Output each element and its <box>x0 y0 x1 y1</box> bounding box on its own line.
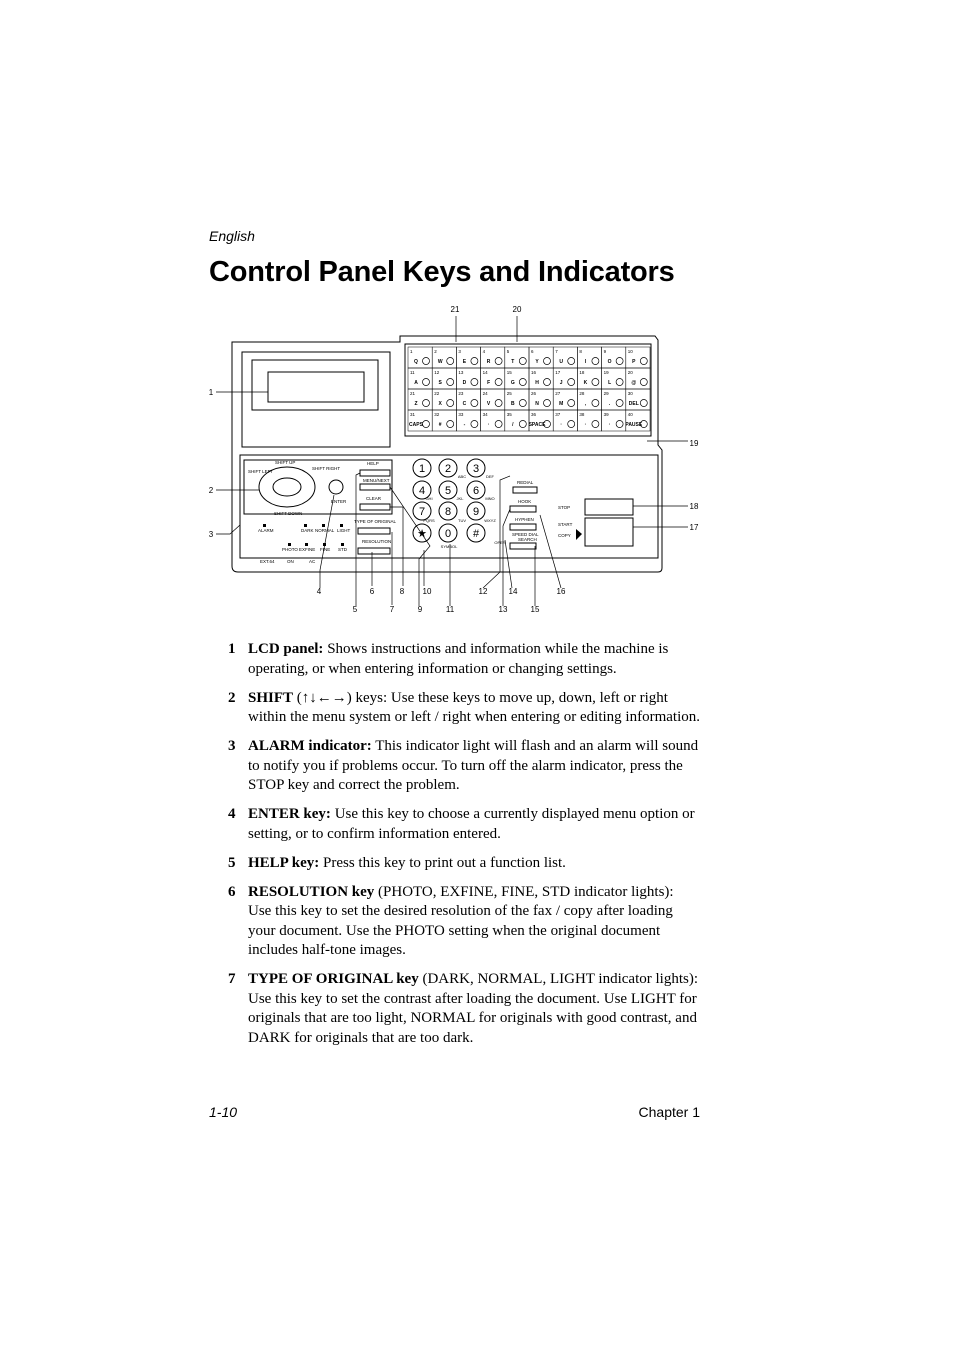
one-touch-button <box>640 400 647 407</box>
item-number: 2 <box>228 689 236 706</box>
callout-number: 7 <box>389 605 395 614</box>
keypad-letters: JKL <box>456 496 464 501</box>
item-number: 7 <box>228 971 236 987</box>
keypad-key: 0 <box>444 528 452 540</box>
one-touch-number: 29 <box>603 391 609 396</box>
item-text: Shows instructions and information while the machine is operating, or when entering information or changing settings. <box>248 641 669 677</box>
one-touch-label: - <box>463 422 466 428</box>
help-label: HELP <box>367 461 379 466</box>
one-touch-button <box>447 400 454 407</box>
alarm-label: ALARM <box>258 528 274 533</box>
one-touch-number: 5 <box>506 349 510 354</box>
one-touch-label: Y <box>535 359 539 365</box>
one-touch-label: D <box>462 380 467 386</box>
copy-label: COPY <box>558 533 571 538</box>
normal-label: NORMAL <box>315 528 335 533</box>
page-number: 1-10 <box>209 1104 238 1120</box>
one-touch-button <box>592 421 599 428</box>
one-touch-button <box>519 358 526 365</box>
one-touch-button <box>471 379 478 386</box>
one-touch-button <box>495 358 502 365</box>
one-touch-label: DEL <box>628 401 639 407</box>
one-touch-label: A <box>414 380 418 386</box>
one-touch-label: Z <box>414 401 418 407</box>
one-touch-label: · <box>487 422 490 428</box>
list-item <box>228 970 700 1048</box>
one-touch-label: , <box>584 401 587 407</box>
item-text: Use this key to choose a currently displayed menu option or setting, or to confirm information entered. <box>248 806 695 842</box>
one-touch-number: 9 <box>603 349 607 354</box>
jack-label: EXT.64 <box>260 559 275 564</box>
one-touch-button <box>519 379 526 386</box>
item-number: 4 <box>228 806 236 822</box>
callout-number: 16 <box>556 587 566 596</box>
one-touch-number: 33 <box>458 412 464 417</box>
type-of-original-label: TYPE OF ORIGINAL <box>354 519 397 524</box>
fine-label: FINE <box>320 547 331 552</box>
hook-label: HOOK <box>518 499 532 504</box>
callout-number: 6 <box>369 587 375 596</box>
one-touch-number: 32 <box>434 412 440 417</box>
keypad-letters: OPER <box>494 540 506 545</box>
one-touch-label: · <box>560 422 563 428</box>
keypad-key: ★ <box>417 528 427 540</box>
item-term: SHIFT <box>248 689 294 706</box>
one-touch-label: U <box>559 359 564 365</box>
one-touch-number: 23 <box>458 391 464 396</box>
one-touch-label: C <box>462 401 467 407</box>
one-touch-button <box>592 358 599 365</box>
one-touch-label: SPACE <box>528 422 546 428</box>
one-touch-number: 27 <box>555 391 561 396</box>
keypad-letters: GHI <box>425 496 433 501</box>
one-touch-label: H <box>535 380 539 386</box>
one-touch-label: X <box>438 401 442 407</box>
one-touch-button <box>447 358 454 365</box>
callout-number: 3 <box>208 530 214 539</box>
item-number: 3 <box>228 738 236 754</box>
callout-number: 11 <box>445 605 455 614</box>
one-touch-number: 16 <box>531 370 537 375</box>
menu-next-label: MENU/NEXT <box>363 478 390 483</box>
list-item <box>228 640 700 679</box>
keypad-letters: ABC <box>457 474 467 479</box>
callout-number: 17 <box>689 523 699 532</box>
one-touch-number: 10 <box>627 349 633 354</box>
callout-number: 13 <box>498 605 508 614</box>
one-touch-number: 24 <box>482 391 488 396</box>
keypad-key: 1 <box>418 463 426 475</box>
item-text: (DARK, NORMAL, LIGHT indicator lights): Use this key to set the contrast after loading the document. Use LIGHT for originals that are too light, NORMAL for originals with good contrast, and DARK for originals that are too dark. <box>248 971 698 1046</box>
one-touch-grid <box>408 347 650 431</box>
one-touch-label: M <box>559 401 564 407</box>
jack-label: ON <box>287 559 294 564</box>
one-touch-number: 8 <box>579 349 582 354</box>
one-touch-button <box>568 421 575 428</box>
enter-label: ENTER <box>331 499 347 504</box>
one-touch-button <box>495 400 502 407</box>
one-touch-label: Q <box>414 359 418 365</box>
one-touch-label: CAPS <box>409 422 423 428</box>
one-touch-number: 15 <box>506 370 512 375</box>
one-touch-button <box>568 379 575 386</box>
keypad-key: 5 <box>444 485 452 497</box>
one-touch-button <box>568 358 575 365</box>
one-touch-button <box>616 400 623 407</box>
item-text: This indicator light will flash and an alarm will sound to notify you if problems occur. To turn off the alarm indicator, press the STOP key and correct the problem. <box>248 738 699 793</box>
one-touch-label: @ <box>631 380 637 386</box>
one-touch-number: 20 <box>627 370 633 375</box>
one-touch-button <box>616 421 623 428</box>
one-touch-label: N <box>535 401 539 407</box>
one-touch-button <box>544 358 551 365</box>
one-touch-button <box>568 400 575 407</box>
item-text: (PHOTO, EXFINE, FINE, STD indicator lights): Use this key to set the desired resolution of the fax / copy after loading your document. Use the PHOTO setting when the original document includes half-tone images. <box>248 883 674 958</box>
redial-label: REDIAL <box>517 480 534 485</box>
resolution-label: RESOLUTION <box>362 539 392 544</box>
one-touch-number: 12 <box>434 370 440 375</box>
one-touch-label: I <box>584 359 587 365</box>
callout-number: 10 <box>422 587 432 596</box>
one-touch-number: 14 <box>482 370 488 375</box>
one-touch-label: G <box>510 380 515 386</box>
list-item <box>228 854 700 874</box>
one-touch-label: · <box>584 422 587 428</box>
one-touch-number: 22 <box>434 391 440 396</box>
one-touch-number: 26 <box>531 391 537 396</box>
callout-number: 20 <box>512 305 522 314</box>
list-item <box>228 689 700 728</box>
one-touch-number: 31 <box>410 412 416 417</box>
one-touch-label: B <box>510 401 515 407</box>
shift-right-label: SHIFT RIGHT <box>312 466 341 471</box>
callout-number: 8 <box>399 587 405 596</box>
keypad-key: # <box>472 528 480 540</box>
one-touch-number: 37 <box>555 412 561 417</box>
keypad-key: 6 <box>472 485 480 497</box>
key-description-list <box>228 640 700 1058</box>
one-touch-number: 13 <box>458 370 464 375</box>
one-touch-number: 40 <box>627 412 633 417</box>
item-number: 5 <box>228 854 236 871</box>
one-touch-number: 1 <box>410 349 413 354</box>
shift-down-label: SHIFT DOWN <box>274 511 303 516</box>
one-touch-label: K <box>583 380 588 386</box>
one-touch-button <box>423 379 430 386</box>
page-title: Control Panel Keys and Indicators <box>209 256 675 288</box>
one-touch-number: 3 <box>458 349 461 354</box>
one-touch-number: 39 <box>603 412 609 417</box>
one-touch-number: 4 <box>482 349 486 354</box>
shift-up-label: SHIFT UP <box>275 460 296 465</box>
one-touch-button <box>471 421 478 428</box>
one-touch-button <box>544 379 551 386</box>
callout-number: 5 <box>352 605 358 614</box>
keypad-letters: WXYZ <box>484 518 496 523</box>
one-touch-label: / <box>512 422 514 428</box>
language-label: English <box>209 228 255 244</box>
one-touch-label: P <box>632 359 636 365</box>
item-term: ALARM indicator: <box>248 738 372 754</box>
one-touch-number: 17 <box>555 370 561 375</box>
callout-number: 4 <box>316 587 322 596</box>
callout-number: 18 <box>689 502 699 511</box>
one-touch-button <box>640 358 647 365</box>
one-touch-number: 30 <box>627 391 633 396</box>
exfine-label: EXFINE <box>299 547 316 552</box>
one-touch-label: PAUSE <box>625 422 643 428</box>
callout-number: 12 <box>478 587 488 596</box>
callout-number: 2 <box>208 486 214 495</box>
one-touch-label: J <box>559 380 563 386</box>
one-touch-button <box>423 358 430 365</box>
one-touch-label: T <box>511 359 515 365</box>
one-touch-button <box>519 400 526 407</box>
search-label: SEARCH <box>518 537 537 542</box>
item-term: LCD panel: <box>248 641 324 657</box>
one-touch-number: 34 <box>482 412 488 417</box>
control-panel-diagram <box>200 300 710 620</box>
one-touch-button <box>616 358 623 365</box>
list-item <box>228 805 700 844</box>
one-touch-button <box>640 379 647 386</box>
one-touch-button <box>616 379 623 386</box>
one-touch-number: 36 <box>531 412 537 417</box>
one-touch-number: 11 <box>410 370 415 375</box>
chapter-label: Chapter 1 <box>638 1104 700 1120</box>
keypad-letters: MNO <box>485 496 495 501</box>
shift-left-label: SHIFT LEFT <box>248 469 274 474</box>
one-touch-label: W <box>437 359 443 365</box>
item-number: 1 <box>228 641 236 657</box>
keypad-letters: DEF <box>486 474 494 479</box>
std-label: STD <box>338 547 347 552</box>
one-touch-number: 28 <box>579 391 585 396</box>
one-touch-label: . <box>608 401 611 407</box>
stop-label: STOP <box>558 505 571 510</box>
callout-number: 21 <box>450 305 460 314</box>
item-term: HELP key: <box>248 854 320 871</box>
one-touch-number: 19 <box>603 370 609 375</box>
one-touch-number: 7 <box>555 349 558 354</box>
one-touch-button <box>495 379 502 386</box>
one-touch-label: E <box>462 359 467 365</box>
keypad-key: 2 <box>444 463 452 475</box>
callout-number: 14 <box>508 587 518 596</box>
one-touch-button <box>495 421 502 428</box>
list-item <box>228 737 700 796</box>
start-label: START <box>558 522 573 527</box>
one-touch-number: 2 <box>434 349 437 354</box>
one-touch-button <box>423 400 430 407</box>
item-term: RESOLUTION key <box>248 883 375 900</box>
light-label: LIGHT <box>337 528 351 533</box>
one-touch-button <box>592 379 599 386</box>
one-touch-button <box>447 421 454 428</box>
one-touch-number: 35 <box>506 412 512 417</box>
one-touch-label: · <box>608 422 611 428</box>
clear-label: CLEAR <box>366 496 382 501</box>
keypad-key: 8 <box>444 506 452 518</box>
one-touch-button <box>519 421 526 428</box>
one-touch-label: # <box>438 422 442 428</box>
one-touch-button <box>423 421 430 428</box>
list-item <box>228 883 700 961</box>
photo-label: PHOTO <box>282 547 298 552</box>
one-touch-label: R <box>486 359 491 365</box>
one-touch-number: 6 <box>531 349 534 354</box>
one-touch-label: F <box>487 380 491 386</box>
one-touch-label: V <box>486 401 491 407</box>
dark-label: DARK <box>301 528 314 533</box>
one-touch-button <box>592 400 599 407</box>
keypad-key: 4 <box>418 485 426 497</box>
item-text: Press this key to print out a function list. <box>319 854 566 871</box>
keypad-letters: PQRS <box>423 518 435 523</box>
one-touch-number: 18 <box>579 370 585 375</box>
jack-label: AC <box>309 559 316 564</box>
item-text: (↑↓←→) keys: Use these keys to move up, down, left or right within the menu system or left / right when entering or editing information. <box>248 689 700 725</box>
one-touch-button <box>447 379 454 386</box>
one-touch-button <box>471 358 478 365</box>
hyphen-label: HYPHEN <box>515 517 534 522</box>
callout-number: 19 <box>689 439 699 448</box>
one-touch-label: O <box>607 359 612 365</box>
keypad-letters: SYMBOL <box>440 544 458 549</box>
keypad-key: 9 <box>472 506 480 518</box>
callout-number: 9 <box>417 605 423 614</box>
one-touch-number: 38 <box>579 412 585 417</box>
callout-number: 15 <box>530 605 540 614</box>
one-touch-label: S <box>438 380 442 386</box>
keypad-key: 7 <box>418 506 426 518</box>
one-touch-label: L <box>608 380 612 386</box>
callout-number: 1 <box>208 388 214 397</box>
item-term: ENTER key: <box>248 806 331 822</box>
one-touch-number: 21 <box>410 391 416 396</box>
speed-dial-label: SPEED DIAL <box>512 532 539 537</box>
one-touch-button <box>544 400 551 407</box>
item-number: 6 <box>228 883 236 900</box>
one-touch-number: 25 <box>506 391 512 396</box>
keypad-letters: TUV <box>458 518 466 523</box>
item-term: TYPE OF ORIGINAL key <box>248 971 419 987</box>
keypad-key: 3 <box>472 463 480 475</box>
one-touch-button <box>471 400 478 407</box>
